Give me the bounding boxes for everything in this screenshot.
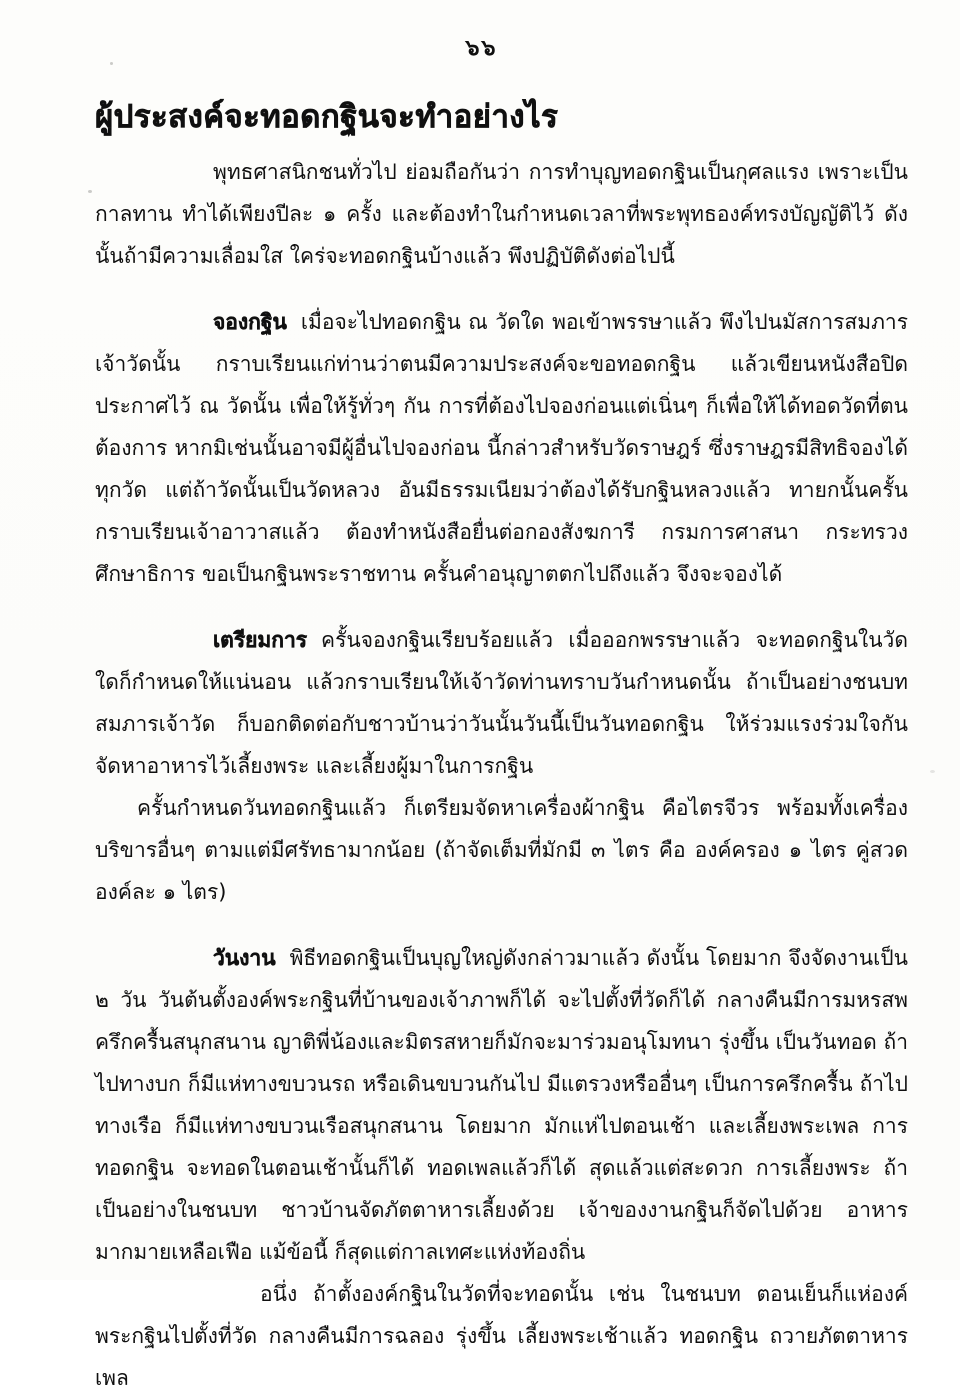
document-body (95, 151, 908, 1399)
paragraph-note (95, 1273, 908, 1399)
paragraph-lead: เตรียมการ (213, 628, 308, 652)
scan-speck (110, 62, 113, 65)
scan-speck (930, 770, 935, 773)
page-number: ๖๖ (465, 36, 498, 61)
page-title: ผู้ประสงค์จะทอดกฐินจะทำอย่างไร (95, 99, 559, 135)
scan-speck (88, 190, 92, 193)
paragraph-text: เมื่อจะไปทอดกฐิน ณ วัดใด พอเข้าพรรษาแล้ว พึงไปนมัสการสมภารเจ้าวัดนั้น กราบเรียนแก่ท่านว่าตนมีความประสงค์จะขอทอดกฐิน แล้วเขียนหนังสือปิดประกาศไว้ ณ วัดนั้น เพื่อให้รู้ทั่วๆ กัน การที่ต้องไปจองก่อนแต่เนิ่นๆ ก็เพื่อให้ได้ทอดวัดที่ตนต้องการ หากมิเช่นนั้นอาจมีผู้อื่นไปจองก่อน นี้กล่าวสำหรับวัดราษฎร์ ซึ่งราษฎรมีสิทธิจองได้ทุกวัด แต่ถ้าวัดนั้นเป็นวัดหลวง อันมีธรรมเนียมว่าต้องได้รับกฐินหลวงแล้ว ทายกนั้นครั้นกราบเรียนเจ้าอาวาสแล้ว ต้องทำหนังสือยื่นต่อกองสังฆการี กรมการศาสนา กระทรวงศึกษาธิการ ขอเป็นกฐินพระราชทาน ครั้นคำอนุญาตตกไปถึงแล้ว จึงจะจองได้ (95, 310, 908, 586)
paragraph-text: พุทธศาสนิกชนทั่วไป ย่อมถือกันว่า การทำบุญทอดกฐินเป็นกุศลแรง เพราะเป็นกาลทาน ทำได้เพียงปีละ ๑ ครั้ง และต้องทำในกำหนดเวลาที่พระพุทธองค์ทรงบัญญัติไว้ ดังนั้นถ้ามีความเลื่อมใส ใคร่จะทอดกฐินบ้างแล้ว พึงปฏิบัติดังต่อไปนี้ (95, 160, 908, 268)
paragraph-lead: วันงาน (213, 946, 276, 970)
paragraph-text: ครั้นจองกฐินเรียบร้อยแล้ว เมื่อออกพรรษาแล้ว จะทอดกฐินในวัดใดก็กำหนดให้แน่นอน แล้วกราบเรียนให้เจ้าวัดท่านทราบวันกำหนดนั้น ถ้าเป็นอย่างชนบทสมภารเจ้าวัด ก็บอกติดต่อกับชาวบ้านว่าวันนั้นวันนี้เป็นวันทอดกฐิน ให้ร่วมแรงร่วมใจกันจัดหาอาหารไว้เลี้ยงพระ และเลี้ยงผู้มาในการกฐิน (95, 628, 908, 778)
paragraph-text: อนึ่ง ถ้าตั้งองค์กฐินในวัดที่จะทอดนั้น เช่น ในชนบท ตอนเย็นก็แห่องค์พระกฐินไปตั้งที่วัด กลางคืนมีการฉลอง รุ่งขึ้น เลี้ยงพระเช้าแล้ว ทอดกฐิน ถวายภัตตาหารเพล (95, 1282, 908, 1390)
paragraph-ceremony-day (95, 937, 908, 1273)
paragraph-lead: จองกฐิน (213, 310, 287, 334)
paragraph-preparation (95, 619, 908, 787)
paragraph-booking-kathin (95, 301, 908, 595)
paragraph-text: พิธีทอดกฐินเป็นบุญใหญ่ดังกล่าวมาแล้ว ดังนั้น โดยมาก จึงจัดงานเป็น ๒ วัน วันต้นตั้งองค์พระกฐินที่บ้านของเจ้าภาพก็ได้ จะไปตั้งที่วัดก็ได้ กลางคืนมีการมหรสพครึกครื้นสนุกสนาน ญาติพี่น้องและมิตรสหายก็มักจะมาร่วมอนุโมทนา รุ่งขึ้น เป็นวันทอด ถ้าไปทางบก ก็มีแห่ทางขบวนรถ หรือเดินขบวนกันไป มีแตรวงหรืออื่นๆ เป็นการครึกครื้น ถ้าไปทางเรือ ก็มีแห่ทางขบวนเรือสนุกสนาน โดยมาก มักแห่ไปตอนเช้า และเลี้ยงพระเพล การทอดกฐิน จะทอดในตอนเช้านั้นก็ได้ ทอดเพลแล้วก็ได้ สุดแล้วแต่สะดวก การเลี้ยงพระ ถ้าเป็นอย่างในชนบท ชาวบ้านจัดภัตตาหารเลี้ยงด้วย เจ้าของงานกฐินก็จัดไปด้วย อาหารมากมายเหลือเฟือ แม้ข้อนี้ ก็สุดแต่กาลเทศะแห่งท้องถิ่น (95, 946, 908, 1264)
paragraph-robes (95, 787, 908, 913)
paragraph-text: ครั้นกำหนดวันทอดกฐินแล้ว ก็เตรียมจัดหาเครื่องผ้ากฐิน คือไตรจีวร พร้อมทั้งเครื่องบริขารอื่นๆ ตามแต่มีศรัทธามากน้อย (ถ้าจัดเต็มที่มักมี ๓ ไตร คือ องค์ครอง ๑ ไตร คู่สวดองค์ละ ๑ ไตร) (95, 796, 908, 904)
paragraph-intro (95, 151, 908, 277)
